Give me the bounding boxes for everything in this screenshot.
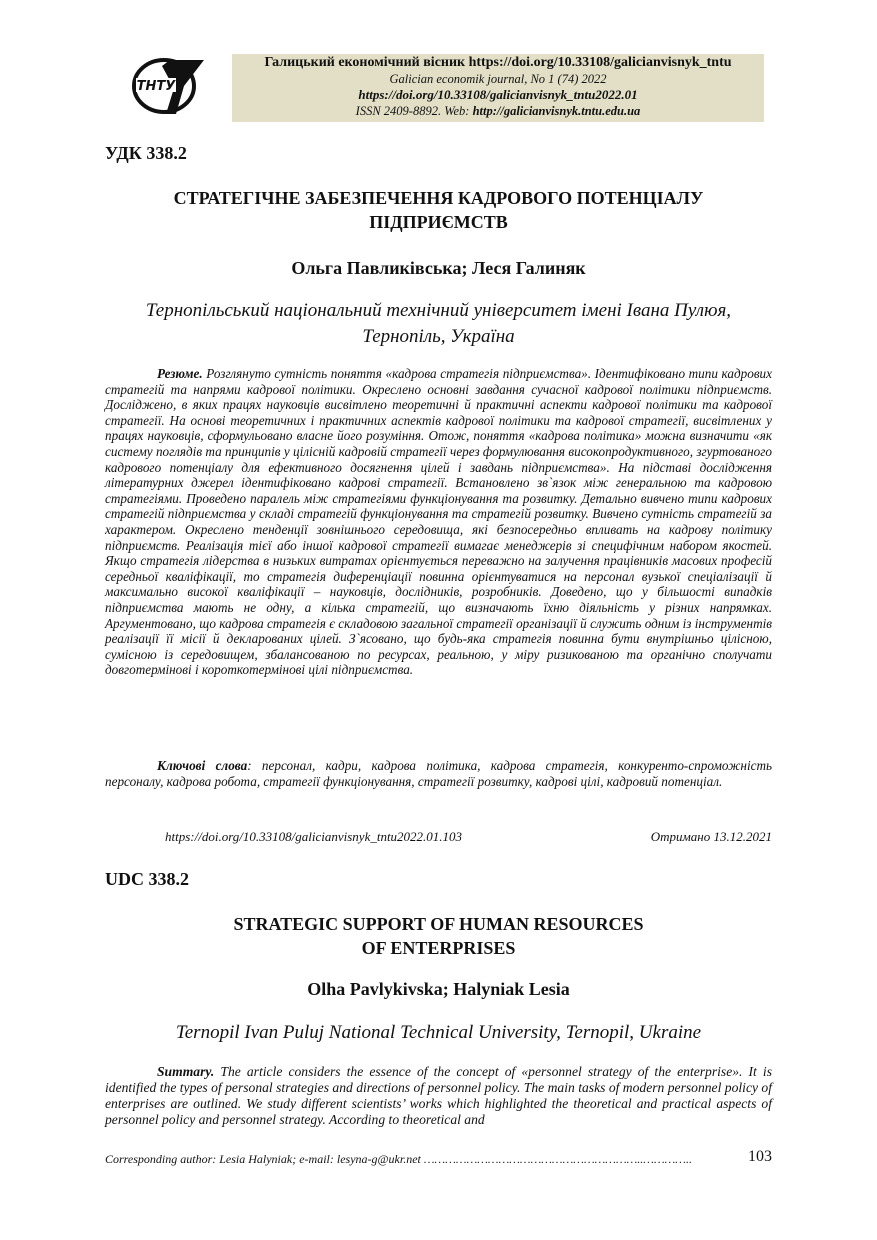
- title-ua-line2: ПІДПРИЄМСТВ: [369, 212, 508, 232]
- summary-label: Summary.: [157, 1064, 215, 1079]
- page-footer: [105, 1148, 772, 1167]
- udc-en: UDC 338.2: [105, 869, 189, 889]
- tntu-logo-icon: [126, 52, 206, 116]
- keywords-text: : персонал, кадри, кадрова політика, кадрова стратегія, конкуренто-спроможність персоналу, кадрова робота, стратегії функціонування, стратегії розвитку, кадрові цілі, кадровий потенціал.: [105, 758, 772, 789]
- authors-ua: Ольга Павликівська; Леся Галиняк: [291, 258, 586, 278]
- title-en-line2: OF ENTERPRISES: [361, 938, 516, 958]
- journal-header: [232, 54, 764, 122]
- header-issn: [232, 103, 764, 119]
- affiliation-ua: [105, 298, 772, 350]
- keywords-ua: [105, 758, 772, 789]
- header-web-link[interactable]: http://galicianvisnyk.tntu.edu.ua: [472, 104, 641, 118]
- abstract-text: Розглянуто сутність поняття «кадрова стратегія підприємства». Ідентифіковано типи кадрових стратегій та напрями кадрової політики. Окреслено основні завдання сучасної кадрової політики підприємств. Досліджено, в яких працях науковців висвітлено теоретичні й практичні аспекти кадрової політики та кадрової стратегії. На основі теоретичних і практичних аспектів кадрової політики та кадрової стратегії, висвітлених у працях науковців, сформульовано власне його розуміння. Отож, поняття «кадрова політика» можна визначити «як систему поглядів та принципів у цілісній кадровій стратегії через формулювання високопродуктивного, згуртованого кадрового потенціалу для ефективного досягнення цілей і завдань підприємства». На підставі дослідження літературних джерел ідентифіковано кадрові стратегії. Встановлено зв`язок між генеральною та кадровою стратегіями. Проведено паралель між стратегіями функціонування та розвитку. Детально вивчено типи кадрових стратегій підприємства у складі стратегій функціонування та стратегій розвитку. Вивчено сутність стратегій за характером. Окреслено тенденції зовнішнього середовища, які безпосередньо впливать на кадрову політику підприємств. Реалізація тієї або іншої кадрової стратегії вимагає менеджерів зі специфічним набором якостей. Якщо стратегія лідерства в низьких витратах орієнтується переважно на залучення працівників масових професій середньої кваліфікації, то стратегія диференціації повинна орієнтуватися на персонал вузької спеціалізації й максимально високої кваліфікації – науковців, дослідників, розробників. Доведено, що у більшості випадків підприємства мають не одну, а кілька стратегій, що визначають їхню діяльність у різних напрямках. Аргументовано, що кадрова стратегія є складовою загальної стратегії організації й служить одним із інструментів реалізації її місії й декларованих цілей. З`ясовано, що будь-яка стратегія повинна бути внутрішньо цілісною, сумісною із середовищем, збалансованою по ресурсах, реальною, у міру ризикованою та органічно сполучати довготермінові і короткотермінові цілі підприємства.: [105, 366, 772, 678]
- keywords-label: Ключові слова: [157, 758, 248, 773]
- header-issue: Galician economik journal, No 1 (74) 2022: [389, 72, 607, 86]
- title-en: [105, 912, 772, 960]
- abstract-ua: [105, 366, 772, 678]
- affiliation-ua-line1: Тернопільський національний технічний університет імені Івана Пулюя,: [145, 300, 732, 321]
- udc-ua: УДК 338.2: [105, 143, 187, 163]
- authors-en: Olha Pavlykivska; Halyniak Lesia: [307, 979, 570, 999]
- footer-leader-dots: ……………………………………………………..…………..: [423, 1152, 692, 1166]
- header-doi: https://doi.org/10.33108/galicianvisnyk_tntu2022.01: [358, 87, 638, 102]
- corresponding-author: Corresponding author: Lesia Halyniak; e-mail: lesyna-g@ukr.net: [105, 1152, 424, 1166]
- article-doi-link[interactable]: https://doi.org/10.33108/galicianvisnyk_tntu2022.01.103: [165, 829, 463, 844]
- received-date: Отримано 13.12.2021: [650, 829, 772, 844]
- journal-logo: [126, 52, 206, 116]
- title-ua: [105, 186, 772, 234]
- summary-text: The article considers the essence of the concept of «personnel strategy of the enterprise». It is identified the types of personal strategies and directions of personnel policy. The main tasks of modern personnel policy of enterprises are outlined. We study different scientists’ works which highlighted the theoretical and practical aspects of personnel policy and personnel strategy. According to theoretical and: [105, 1064, 772, 1127]
- affiliation-ua-line2: Тернопіль, Україна: [362, 326, 515, 347]
- page-number: 103: [748, 1148, 772, 1165]
- header-journal-name: Галицький економічний вісник https://doi.org/10.33108/galicianvisnyk_tntu: [264, 55, 732, 70]
- title-en-line1: STRATEGIC SUPPORT OF HUMAN RESOURCES: [233, 914, 644, 934]
- logo-text: ТНТУ: [136, 79, 176, 94]
- affiliation-en: Ternopil Ivan Puluj National Technical University, Ternopil, Ukraine: [175, 1022, 702, 1043]
- abstract-label: Резюме.: [157, 366, 203, 381]
- title-ua-line1: СТРАТЕГІЧНЕ ЗАБЕЗПЕЧЕННЯ КАДРОВОГО ПОТЕНЦІАЛУ: [173, 188, 704, 208]
- header-issn-prefix: ISSN 2409-8892. Web:: [355, 104, 473, 118]
- summary-en: [105, 1064, 772, 1128]
